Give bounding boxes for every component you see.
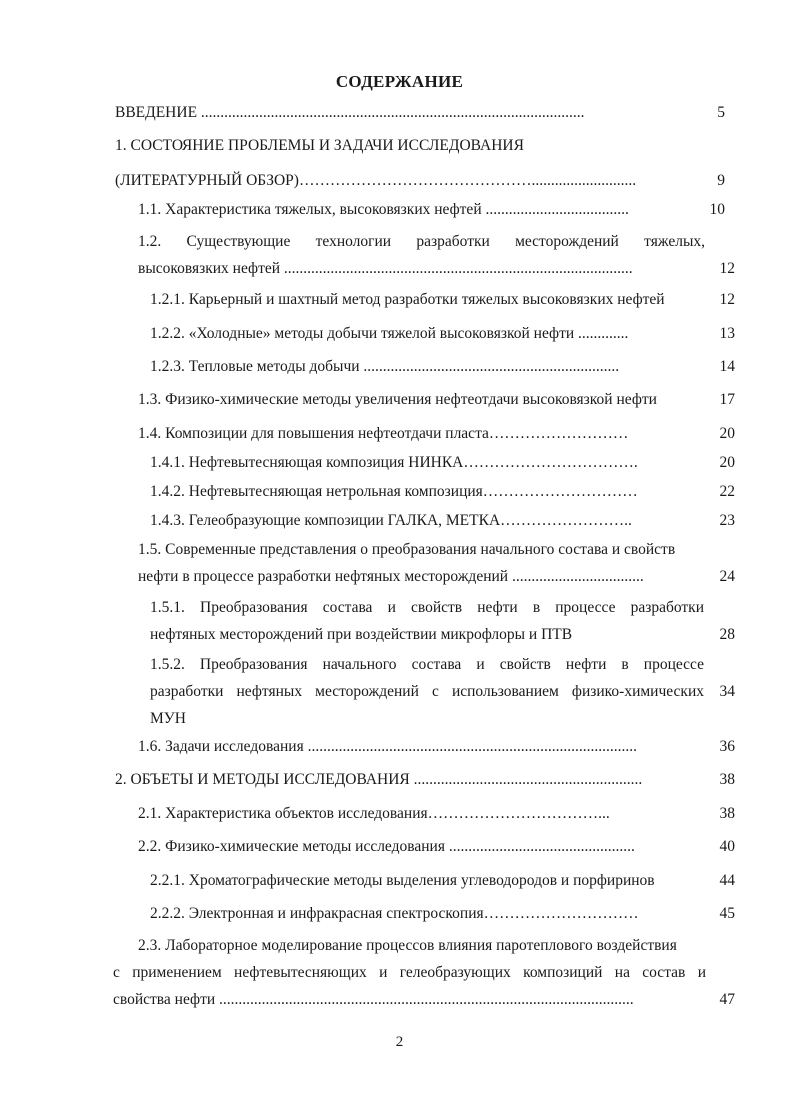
toc-entry-1-5-2[interactable]	[150, 651, 735, 732]
toc-page-number: 13	[719, 325, 735, 342]
toc-page-number: 10	[709, 201, 725, 218]
toc-entry-1-2-1[interactable]	[150, 286, 735, 313]
toc-entry-2-2[interactable]	[138, 833, 735, 860]
toc-entry-line: 1.5.1. Преобразования состава и свойств нефти в процессе разработки	[150, 599, 704, 616]
toc-entry-line: нефтяных месторождений при воздействии микрофлоры и ПТВ	[150, 626, 573, 643]
toc-page-number: 28	[719, 626, 735, 643]
toc-entry-1-5[interactable]	[138, 536, 735, 590]
toc-entry-1-6[interactable]	[138, 733, 735, 760]
toc-entry-1-5-1[interactable]	[150, 594, 735, 648]
toc-entry-text: 2.2.2. Электронная и инфракрасная спектроскопия…………………………	[150, 905, 639, 922]
toc-entry-1-2[interactable]	[138, 228, 735, 282]
toc-entry-2-1[interactable]	[138, 800, 735, 827]
toc-entry-section-2[interactable]	[115, 766, 735, 793]
toc-page-number: 12	[719, 260, 735, 277]
toc-entry-1-4-3[interactable]	[150, 507, 735, 534]
toc-entry-text: 1.1. Характеристика тяжелых, высоковязких нефтей .....................................	[138, 201, 629, 218]
toc-entry-1-1[interactable]	[138, 196, 725, 223]
toc-entry-section-1[interactable]	[115, 132, 725, 194]
toc-entry-1-4-1[interactable]	[150, 449, 735, 476]
toc-entry-1-3[interactable]	[138, 386, 735, 413]
toc-page-number: 24	[719, 568, 735, 585]
toc-entry-line: свойства нефти ...........................................................................................................	[113, 991, 634, 1008]
toc-entry-line: МУН	[150, 710, 186, 727]
toc-entry-line: разработки нефтяных месторождений с использованием физико-химических	[150, 683, 704, 700]
toc-entry-line: высоковязких нефтей ..........................................................................................	[138, 260, 633, 277]
toc-entry-1-4[interactable]	[138, 420, 735, 447]
toc-page-number: 40	[719, 838, 735, 855]
toc-entry-text: 1.6. Задачи исследования .....................................................................................	[138, 738, 637, 755]
toc-entry-text: ВВЕДЕНИЕ ...................................................................................................	[115, 104, 585, 121]
toc-entry-line: 1. СОСТОЯНИЕ ПРОБЛЕМЫ И ЗАДАЧИ ИССЛЕДОВАНИЯ	[115, 137, 524, 154]
toc-entry-2-2-1[interactable]	[150, 867, 735, 894]
toc-page-number: 9	[717, 172, 725, 189]
toc-entry-line: нефти в процессе разработки нефтяных месторождений ..................................	[138, 568, 644, 585]
toc-page-number: 34	[719, 683, 735, 700]
toc-entry-text: 1.3. Физико-химические методы увеличения нефтеотдачи высоковязкой нефти	[138, 391, 657, 408]
toc-entry-text: 1.4.3. Гелеобразующие композиции ГАЛКА, МЕТКА……………………..	[150, 512, 632, 529]
toc-entry-text: 1.4. Композиции для повышения нефтеотдачи пласта………………………	[138, 425, 629, 442]
toc-entry-line: 1.5. Современные представления о преобразования начального состава и свойств	[138, 541, 676, 558]
toc-page-number: 44	[719, 872, 735, 889]
toc-page-number: 17	[719, 391, 735, 408]
toc-page-number: 38	[719, 805, 735, 822]
toc-page-number: 47	[719, 991, 735, 1008]
toc-entry-text: 1.2.3. Тепловые методы добычи ..................................................................	[150, 358, 620, 375]
toc-entry-2-2-2[interactable]	[150, 900, 735, 927]
toc-entry-1-2-3[interactable]	[150, 353, 735, 380]
toc-page-number: 12	[719, 291, 735, 308]
page-number: 2	[395, 1034, 404, 1050]
toc-entry-line: 1.5.2. Преобразования начального состава и свойств нефти в процессе	[150, 656, 704, 673]
toc-entry-line: с применением нефтевытесняющих и гелеобразующих композиций на состав и	[113, 964, 706, 981]
toc-entry-text: 2.2. Физико-химические методы исследования ................................................	[138, 838, 635, 855]
toc-entry-text: 1.2.2. «Холодные» методы добычи тяжелой высоковязкой нефти .............	[150, 325, 629, 342]
toc-page-number: 38	[719, 771, 735, 788]
toc-entry-text: 2.2.1. Хроматографические методы выделения углеводородов и порфиринов	[150, 872, 655, 889]
toc-entry-text: 1.4.2. Нефтевытесняющая нетрольная композиция…………………………	[150, 483, 638, 500]
toc-page-number: 14	[719, 358, 735, 375]
toc-page-number: 36	[719, 738, 735, 755]
toc-page-number: 23	[719, 512, 735, 529]
toc-entry-text: 2.1. Характеристика объектов исследования……………………………...	[138, 805, 610, 822]
toc-page-number: 5	[717, 104, 725, 121]
toc-page-number: 20	[719, 454, 735, 471]
toc-entry-text: 1.2.1. Карьерный и шахтный метод разработки тяжелых высоковязких нефтей	[150, 291, 665, 308]
toc-entry-1-4-2[interactable]	[150, 478, 735, 505]
toc-entry-text: 2. ОБЪЕТЫ И МЕТОДЫ ИССЛЕДОВАНИЯ ...........................................................	[115, 771, 643, 788]
toc-page-number: 45	[719, 905, 735, 922]
toc-entry-line: 1.2. Существующие технологии разработки месторождений тяжелых,	[138, 233, 705, 250]
toc-entry-1-2-2[interactable]	[150, 320, 735, 347]
toc-page-number: 22	[719, 483, 735, 500]
toc-entry-2-3[interactable]	[113, 932, 735, 1013]
toc-entry-intro[interactable]	[115, 99, 725, 126]
toc-entry-line: (ЛИТЕРАТУРНЫЙ ОБЗОР)………………………………………...........................	[115, 172, 637, 189]
toc-entry-line: 2.3. Лабораторное моделирование процессов влияния паротеплового воздействия	[138, 937, 677, 954]
toc-page-number: 20	[719, 425, 735, 442]
toc-entry-text: 1.4.1. Нефтевытесняющая композиция НИНКА…………………………….	[150, 454, 638, 471]
page-title: СОДЕРЖАНИЕ	[335, 72, 464, 91]
